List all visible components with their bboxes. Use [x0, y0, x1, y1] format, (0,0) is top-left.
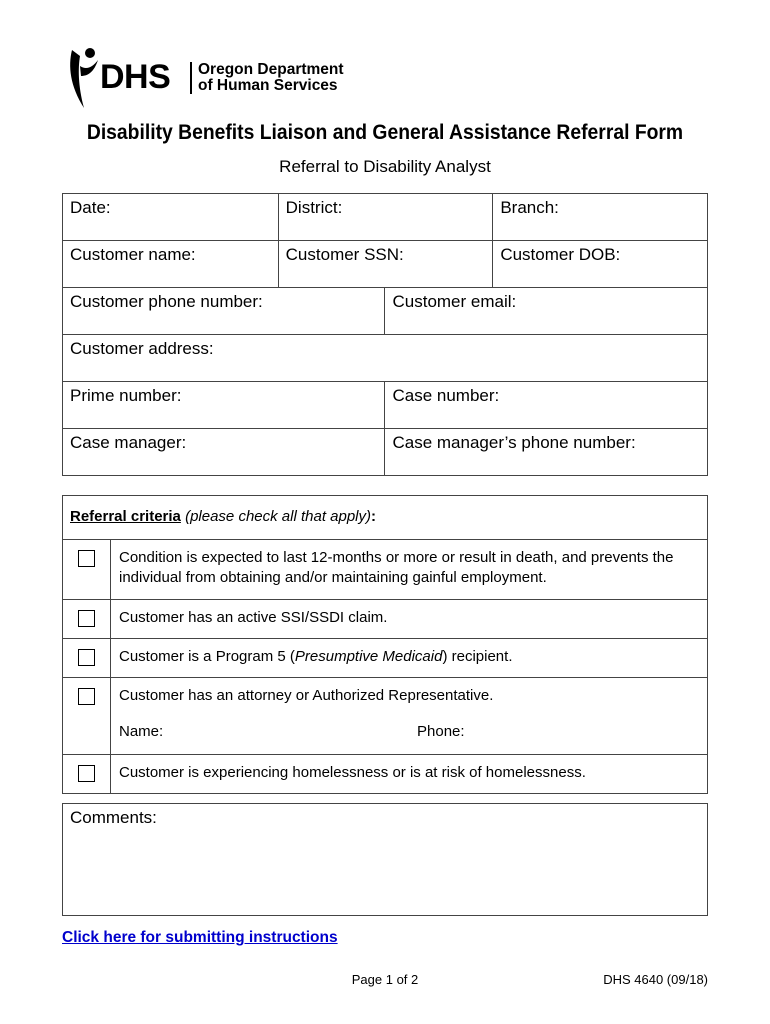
district-field[interactable]: District: — [278, 194, 493, 241]
customer-phone-field[interactable]: Customer phone number: — [63, 288, 385, 335]
criteria-condition-text: Condition is expected to last 12-months or more or result in death, and prevents the individual from obtaining and/or maintaining gainful employment. — [111, 540, 708, 600]
case-manager-field[interactable]: Case manager: — [63, 429, 385, 476]
customer-address-field[interactable]: Customer address: — [63, 335, 708, 382]
comments-field[interactable]: Comments: — [62, 803, 708, 916]
checkbox-ssi-claim[interactable] — [78, 610, 95, 627]
checkbox-program5[interactable] — [78, 649, 95, 666]
checkbox-homelessness[interactable] — [78, 765, 95, 782]
branch-field[interactable]: Branch: — [493, 194, 708, 241]
criteria-homelessness-text: Customer is experiencing homelessness or is at risk of homelessness. — [111, 755, 708, 794]
customer-email-field[interactable]: Customer email: — [385, 288, 708, 335]
logo-org-name: Oregon Department of Human Services — [198, 61, 344, 94]
checkbox-attorney[interactable] — [78, 688, 95, 705]
referral-criteria-heading: Referral criteria (please check all that apply): — [63, 496, 708, 540]
checkbox-condition[interactable] — [78, 550, 95, 567]
customer-ssn-field[interactable]: Customer SSN: — [278, 241, 493, 288]
form-number: DHS 4640 (09/18) — [603, 972, 708, 987]
form-subtitle: Referral to Disability Analyst — [279, 157, 491, 176]
dhs-logo — [66, 46, 366, 112]
attorney-phone-field[interactable]: Phone: — [417, 723, 465, 740]
submitting-instructions-link[interactable]: Click here for submitting instructions — [62, 929, 338, 946]
date-field[interactable]: Date: — [63, 194, 279, 241]
criteria-attorney-text: Customer has an attorney or Authorized Representative. — [119, 687, 494, 704]
prime-number-field[interactable]: Prime number: — [63, 382, 385, 429]
criteria-attorney-cell — [111, 678, 708, 755]
page-number: Page 1 of 2 — [351, 972, 419, 987]
attorney-name-field[interactable]: Name: — [119, 723, 164, 740]
logo-dhs-text: DHS — [100, 58, 171, 96]
customer-dob-field[interactable]: Customer DOB: — [493, 241, 708, 288]
customer-name-field[interactable]: Customer name: — [63, 241, 279, 288]
criteria-program5-text: Customer is a Program 5 (Presumptive Medicaid) recipient. — [111, 639, 708, 678]
case-manager-phone-field[interactable]: Case manager’s phone number: — [385, 429, 708, 476]
criteria-ssi-text: Customer has an active SSI/SSDI claim. — [111, 600, 708, 639]
referral-criteria-table — [62, 495, 708, 794]
dhs-figure-icon — [66, 46, 100, 112]
form-title: Disability Benefits Liaison and General Assistance Referral Form — [86, 121, 684, 144]
case-number-field[interactable]: Case number: — [385, 382, 708, 429]
customer-info-table — [62, 193, 708, 476]
logo-divider — [190, 62, 192, 94]
